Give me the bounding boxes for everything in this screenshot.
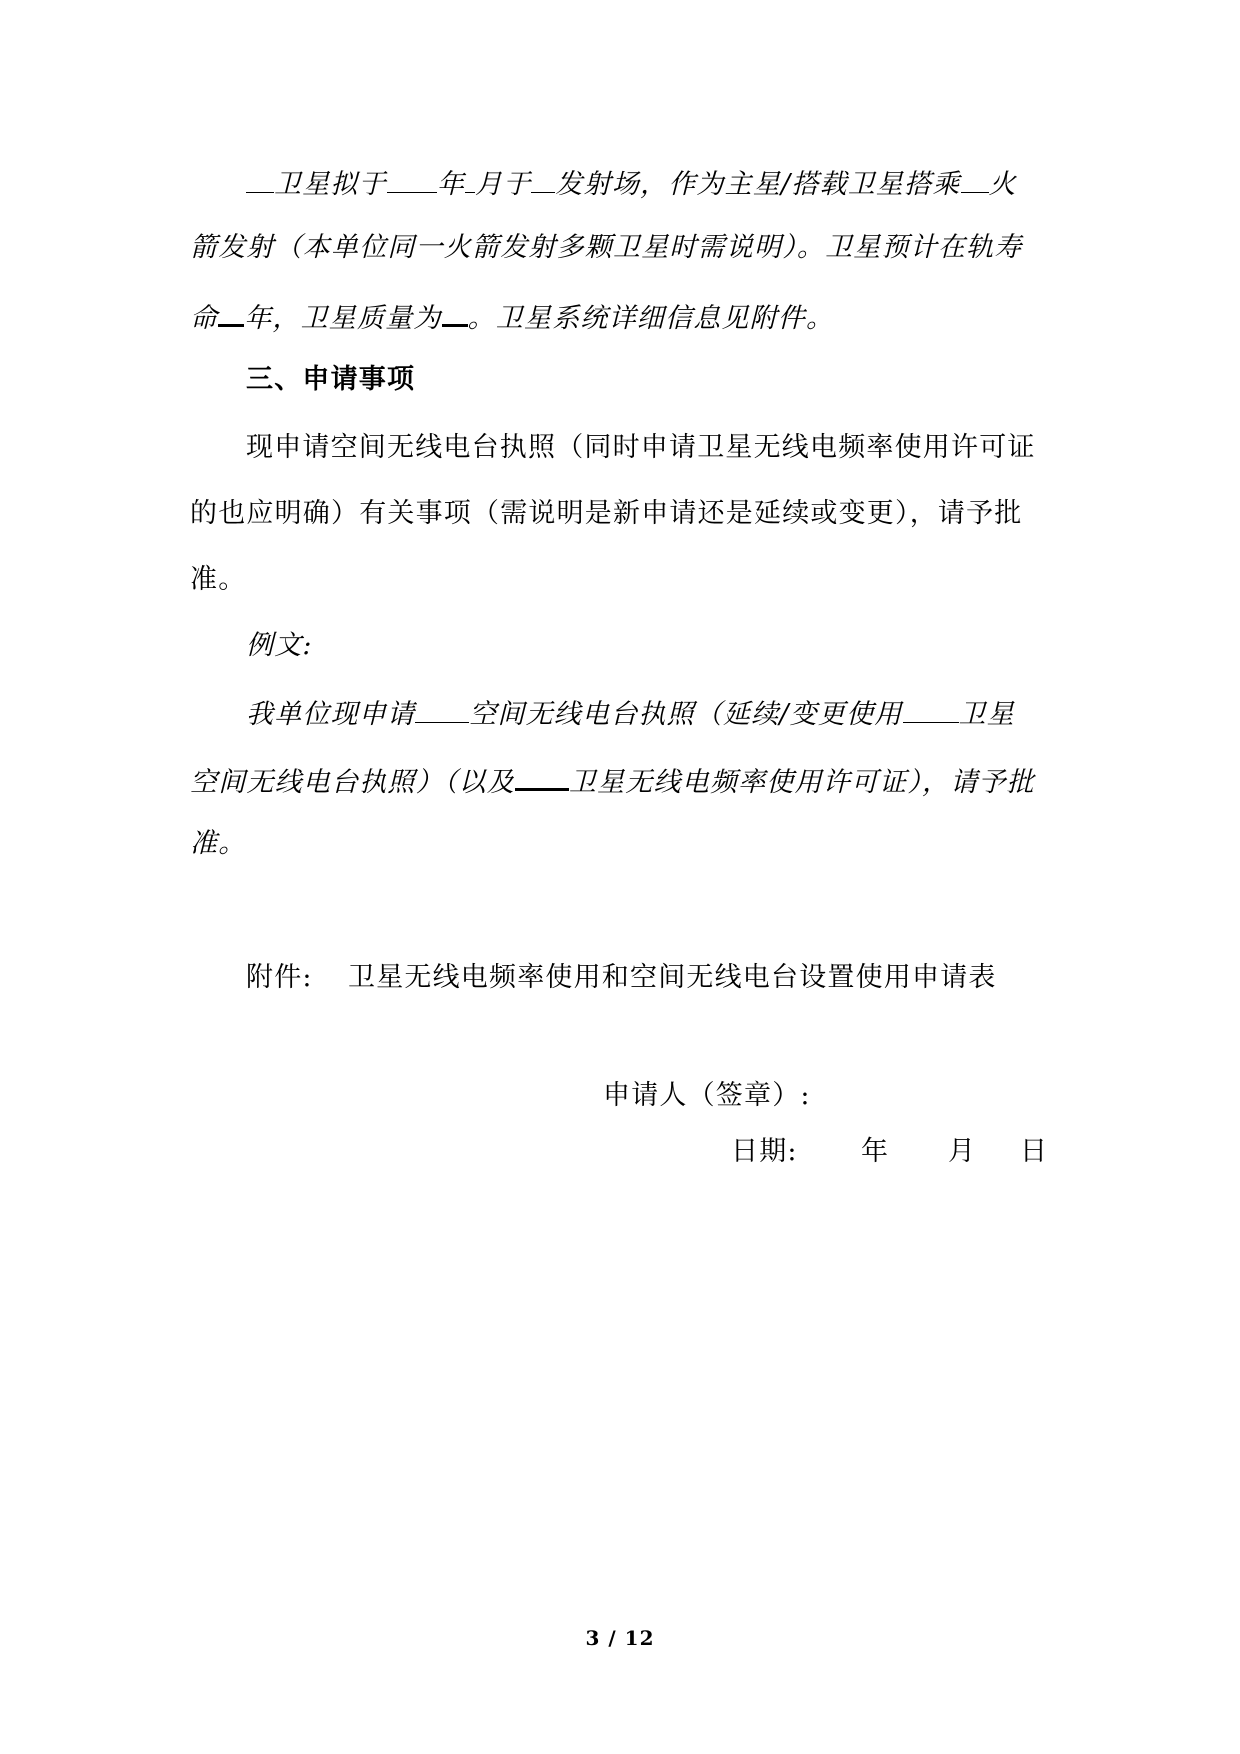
page-number: 3 / 12 — [585, 1626, 655, 1650]
example-label: 例文: — [246, 630, 313, 661]
date-year: 年 — [861, 1136, 890, 1167]
blank-frequency-license — [515, 758, 569, 791]
text-fragment: 。卫星系统详细信息见附件。 — [467, 303, 835, 334]
attachment-label: 附件: — [246, 962, 313, 993]
text-fragment: 月于 — [475, 169, 532, 200]
blank-launch-site — [531, 162, 555, 193]
date-month: 月 — [948, 1136, 977, 1167]
text-fragment: 命 — [190, 303, 219, 334]
applicant-signature: 申请人（签章）: — [603, 1080, 811, 1111]
text-fragment: 卫星 — [958, 699, 1015, 730]
text-fragment: 年，卫星质量为 — [244, 303, 442, 334]
text-fragment: 空间无线电台执照（延续/变更使用 — [469, 699, 903, 730]
text-fragment: 我单位现申请 — [246, 699, 416, 730]
text-fragment: 发射场，作为主星/搭载卫星搭乘 — [555, 169, 961, 200]
blank-station-name — [415, 692, 469, 723]
blank-existing-license — [903, 692, 959, 723]
application-paragraph-line-3: 准。 — [190, 564, 247, 595]
date-label: 日期: — [731, 1136, 798, 1167]
satellite-launch-line-3 — [190, 294, 834, 339]
application-paragraph-line-2: 的也应明确）有关事项（需说明是新申请还是延续或变更），请予批 — [190, 498, 1023, 529]
text-fragment: 卫星无线电频率使用许可证），请予批 — [568, 767, 1035, 798]
satellite-launch-line-2: 箭发射（本单位同一火箭发射多颗卫星时需说明）。卫星预计在轨寿 — [190, 232, 1023, 263]
text-fragment: 卫星拟于 — [274, 169, 387, 200]
text-fragment: 年 — [436, 169, 466, 200]
example-line-1 — [246, 692, 1015, 735]
application-paragraph-line-1: 现申请空间无线电台执照（同时申请卫星无线电频率使用许可证 — [246, 432, 1036, 463]
example-line-3: 准。 — [190, 828, 247, 859]
text-fragment: 火 — [988, 169, 1017, 200]
date-day: 日 — [1020, 1136, 1049, 1167]
text-fragment: 空间无线电台执照）（以及 — [190, 767, 515, 798]
blank-satellite-name — [246, 162, 274, 193]
attachment-text: 卫星无线电频率使用和空间无线电台设置使用申请表 — [348, 962, 997, 993]
blank-year — [387, 162, 437, 193]
blank-lifetime — [218, 294, 244, 327]
example-line-2 — [190, 758, 1035, 803]
blank-month — [465, 162, 475, 193]
blank-mass — [442, 294, 468, 327]
section-heading: 三、申请事项 — [246, 364, 416, 395]
satellite-launch-line-1 — [246, 162, 1017, 205]
blank-rocket — [961, 162, 989, 193]
